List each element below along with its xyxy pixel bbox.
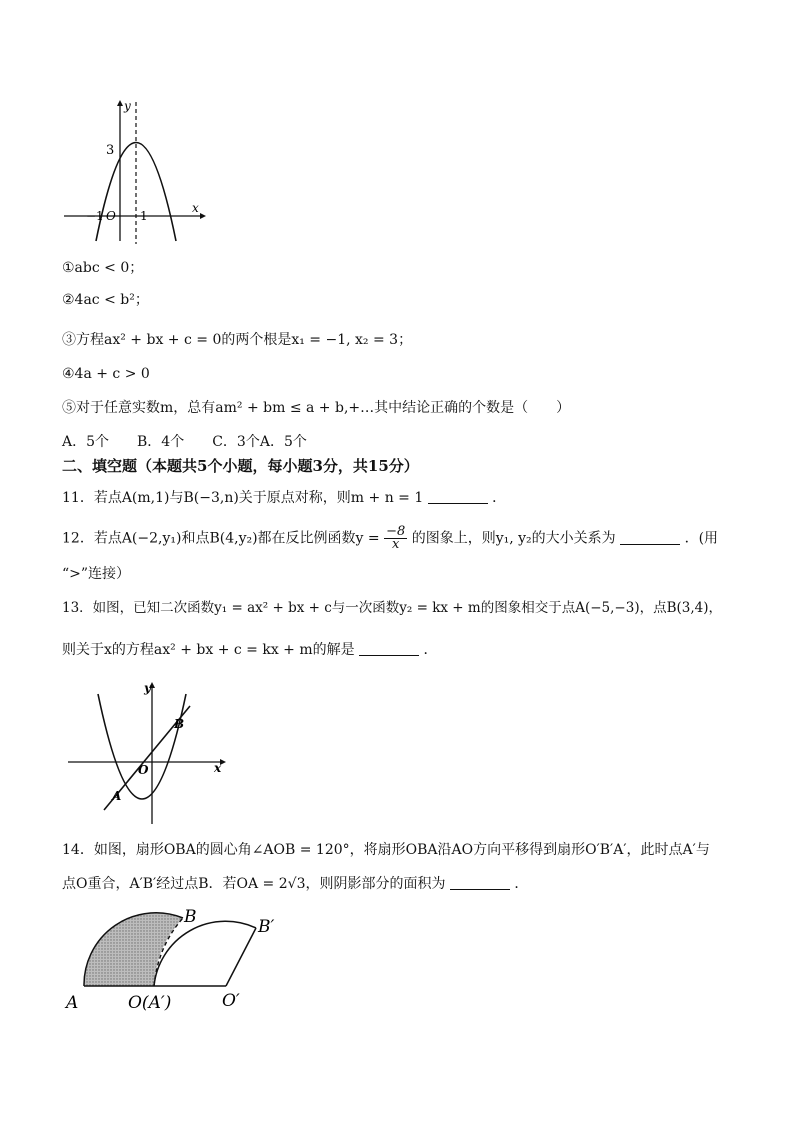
q12-text-a: 12．若点A(−2,y₁)和点B(4,y₂)都在反比例函数y =	[62, 530, 380, 547]
sector-label-o-aprime: O(A′)	[128, 993, 172, 1013]
question-12	[62, 526, 718, 551]
q14-line-2	[62, 874, 528, 894]
q14-line-1: 14．如图，扇形OBA的圆心角∠AOB = 120°，将扇形OBA沿AO方向平移得到扇形O′B′A′，此时点A′与	[62, 842, 710, 858]
q14-answer-blank	[450, 875, 510, 890]
section-heading: 二、填空题（本题共5个小题，每小题3分，共15分）	[62, 457, 419, 475]
q10-option-4: ④4a + c > 0	[62, 366, 150, 382]
sector-label-b: B	[184, 907, 197, 927]
q12-frac-num: −8	[386, 524, 406, 539]
tick-label-1: 1	[140, 209, 148, 223]
q10-option-3: ③方程ax² + bx + c = 0的两个根是x₁ = −1, x₂ = 3；	[62, 332, 413, 348]
q14-tail: ．	[514, 876, 529, 892]
q10-option-1: ①abc < 0；	[62, 260, 144, 276]
tick-label-neg1: −1	[86, 209, 104, 223]
q12-frac-den: x	[392, 537, 400, 552]
q10-choices: A．5个 B．4个 C．3个A．5个	[62, 434, 307, 450]
y-axis-label-2: y	[144, 681, 151, 695]
q12-fraction	[384, 526, 407, 551]
q10-option-5: ⑤对于任意实数m，总有am² + bm ≤ a + b,+…其中结论正确的个数是（ ）	[62, 400, 571, 416]
origin-label-2: O	[138, 763, 149, 777]
q12-text-b: 的图象上，则y₁, y₂的大小关系为	[411, 530, 616, 547]
q12-line-2: “>”连接）	[62, 566, 131, 582]
sector-label-bprime: B′	[258, 917, 275, 937]
q12-answer-blank	[620, 530, 680, 545]
q13-line-1: 13．如图，已知二次函数y₁ = ax² + bx + c与一次函数y₂ = kx + m的图象相交于点A(−5,−3)，点B(3,4)，	[62, 600, 723, 616]
x-axis-label: x	[192, 201, 199, 215]
q11-tail: ．	[492, 490, 507, 506]
q13-text: 则关于x的方程ax² + bx + c = kx + m的解是	[62, 642, 355, 658]
point-a-label: A	[112, 789, 122, 803]
parabola-figure-1	[60, 96, 210, 246]
sector-label-a: A	[66, 993, 79, 1013]
x-axis-label-2: x	[214, 761, 222, 775]
q11-text: 11．若点A(m,1)与B(−3,n)关于原点对称，则m + n = 1	[62, 490, 424, 506]
y-axis-label: y	[124, 99, 131, 113]
point-b-label: B	[174, 717, 185, 731]
q14-text: 点O重合，A′B′经过点B．若OA = 2√3，则阴影部分的面积为	[62, 876, 446, 892]
q13-answer-blank	[359, 641, 419, 656]
sector-figure-3	[62, 906, 302, 1016]
origin-label: O	[106, 209, 116, 223]
parabola-line-figure-2	[66, 676, 232, 826]
tick-label-3: 3	[106, 143, 115, 158]
q13-line-2	[62, 640, 438, 660]
sector-label-oprime: O′	[222, 991, 240, 1011]
q10-option-2: ②4ac < b²；	[62, 292, 149, 308]
question-11	[62, 488, 506, 508]
q11-answer-blank	[428, 489, 488, 504]
q13-tail: ．	[423, 642, 438, 658]
q12-tail: ．(用	[684, 530, 719, 547]
